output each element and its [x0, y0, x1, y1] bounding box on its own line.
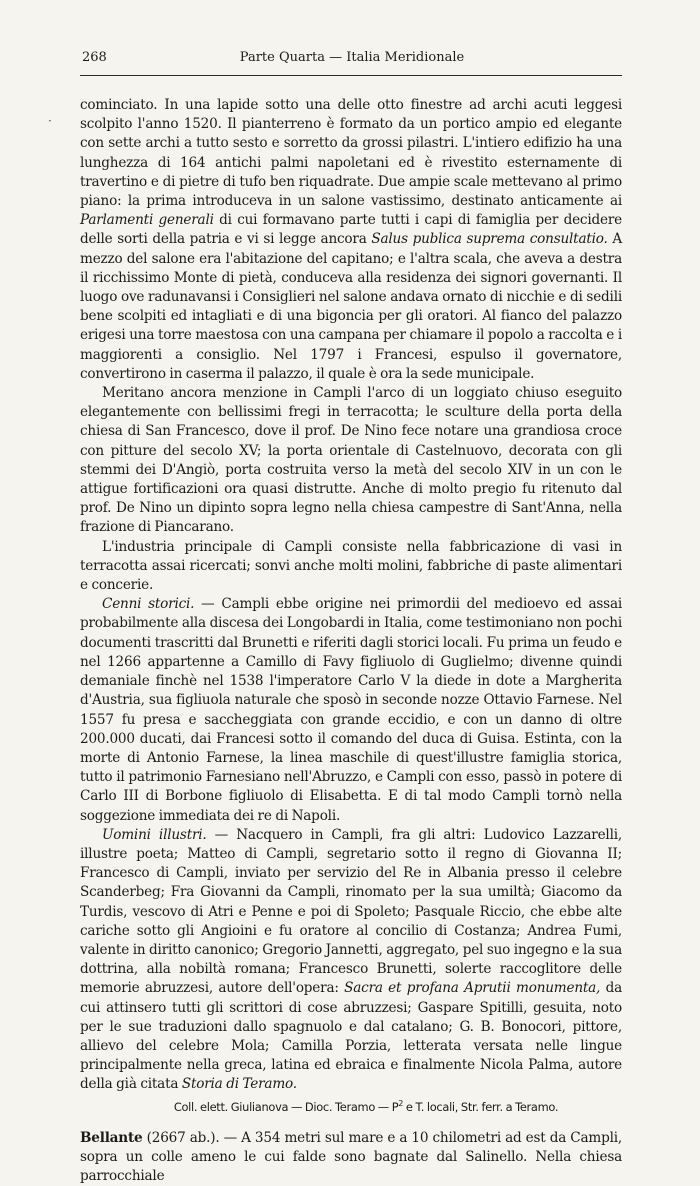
text-run: e T. locali, Str. ferr. a Teramo. — [403, 1099, 559, 1114]
text-run: — Campli ebbe origine nei primordii del medioevo ed assai probabilmente alla discesa dei Longobardi in Italia, come testimoniano non pochi documenti trascritti dal Brunetti e riferiti dagli storici locali. Fu prima un feudo e nel 1266 appartenne a Camillo di Favy figliuolo di Guglielmo; divenne quindi demaniale finchè nel 1538 l'imperatore Carlo V la diede in dote a Margherita d'Austria, sua figliuola naturale che sposò in seconde nozze Ottavio Farnese. Nel 1557 fu presa e saccheggiata con grande eccidio, e con un danno di oltre 200.000 ducati, dai Francesi sotto il comando del duca di Guisa. Estinta, con la morte di Antonio Farnese, la linea maschile di quest'illustre famiglia storica, tutto il patrimonio Farnesiano nell'Abruzzo, e Campli con esso, passò in potere di Carlo III di Borbone figliuolo di Elisabetta. E di tal modo Campli tornò nella soggezione immediata dei re di Napoli. — [80, 596, 623, 824]
text-run: A mezzo del salone era l'abitazione del capitano; e l'altra scala, che aveva a destra il ricchissimo Monte di pietà, conduceva alla residenza dei signori governanti. Il luogo ove radunavansi i Consiglieri nel salone andava ornato di nicchie e di sedili bene scolpiti ed intagliati e di una bigoncia per gli oratori. Al fianco del palazzo erigesi una torre maestosa con una campana per chiamare il popolo a raccolta e i maggiorenti a consiglio. Nel 1797 i Francesi, espulso il governatore, convertirono in caserma il palazzo, il quale è ora la sede municipale. — [80, 231, 622, 382]
margin-mark: · — [48, 114, 52, 128]
superscript: 2 — [398, 1098, 404, 1108]
paragraph-industry: L'industria principale di Campli consiste nella fabbricazione di vasi in terracotta assai ricercati; sonvi anche molti molini, fabbriche di paste alimentari e concerie. — [80, 538, 622, 594]
body-text — [80, 96, 622, 1186]
text-run: da cui attinsero tutti gli scrittori di cose abruzzesi; Gaspare Spitilli, gesuita, noto per le sue traduzioni dallo spagnuolo e dal catalano; G. B. Bonocori, pittore, allievo del celebre Mola; Camilla Porzia, letterata versata nelle lingue principalmente nella greca, latina ed ebraica e finalmente Nicola Palma, autore della già citata — [80, 980, 622, 1093]
text-run: — Nacquero in Campli, fra gli altri: Ludovico Lazzarelli, illustre poeta; Matteo di Campli, segretario sotto il regno di Giovanna II; Francesco di Campli, inviato per servizio del Re in Albania presso il celebre Scanderbeg; Fra Giovanni da Campli, rinomato per la sua umiltà; Giacomo da Turdis, vescovo di Atri e Penne e poi di Spoleto; Pasquale Riccio, che ebbe alte cariche sotto gli Angioini e fu oratore al concilio di Costanza; Andrea Fumi, valente in diritto canonico; Gregorio Jannetti, aggregato, pel suo ingegno e la sua dottrina, alla nobiltà romana; Francesco Brunetti, solerte raccoglitore delle memorie abruzzesi, autore dell'opera: — [80, 826, 622, 997]
italic-run: Salus publica suprema consultatio. — [371, 231, 608, 248]
running-head: Parte Quarta — Italia Meridionale — [239, 50, 465, 65]
text-run: di cui formavano parte tutti i capi di famiglia per decidere delle sorti della patria e vi si legge ancora — [80, 212, 622, 248]
paragraph-monuments: Meritano ancora menzione in Campli l'arco di un loggiato chiuso eseguito elegantemente con bellissimi fregi in terracotta; le sculture della porta della chiesa di San Francesco, dove il prof. De Nino fece notare una grandiosa croce con pitture del secolo XV; la porta orientale di Castelnuovo, decorata con gli stemmi dei D'Angiò, porta costruita verso la metà del secolo XIV in un con le attigue fortificazioni ora quasi distrutte. Anche di molto pregio fu ritenuto dal prof. De Nino un dipinto sopra legno nella chiesa campestre di Sant'Anna, nella frazione di Piancarano. — [80, 385, 622, 536]
page-header — [82, 48, 622, 68]
paragraph-history — [80, 595, 622, 825]
text-run: Coll. elett. Giulianova — Dioc. Teramo — P — [173, 1099, 399, 1114]
page-number: 268 — [82, 50, 107, 65]
italic-run: Storia di Teramo. — [181, 1076, 297, 1093]
paragraph-bellante — [80, 1129, 622, 1186]
paragraph-palazzo — [80, 96, 622, 384]
section-heading: Cenni storici. — [102, 596, 195, 613]
header-rule — [80, 75, 622, 76]
administrative-line — [110, 1098, 622, 1117]
text-run: (2667 ab.). — A 354 metri sul mare e a 10 chilometri ad est da Campli, sopra un colle ameno le cui falde sono bagnate dal Salinello. Nella chiesa parrocchiale — [80, 1129, 622, 1184]
place-name: Bellante — [80, 1129, 143, 1146]
paragraph-illustrious-men — [80, 826, 622, 1095]
text-run: cominciato. In una lapide sotto una delle otto finestre ad archi acuti leggesi scolpito l'anno 1520. Il pianterreno è formato da un portico ampio ed elegante con sette archi a tutto sesto e sorretto da grossi pilastri. L'intiero edifizio ha una lunghezza di 164 antichi palmi napoletani ed è rivestito esternamente di travertino e di pietre di tufo ben riquadrate. Due ampie scale mettevano al primo piano: la prima introduceva in un salone vastissimo, destinato anticamente ai — [80, 97, 622, 210]
italic-run: Parlamenti generali — [80, 212, 214, 229]
italic-run: Sacra et profana Aprutii monumenta, — [344, 980, 601, 997]
section-heading: Uomini illustri. — [102, 826, 207, 843]
